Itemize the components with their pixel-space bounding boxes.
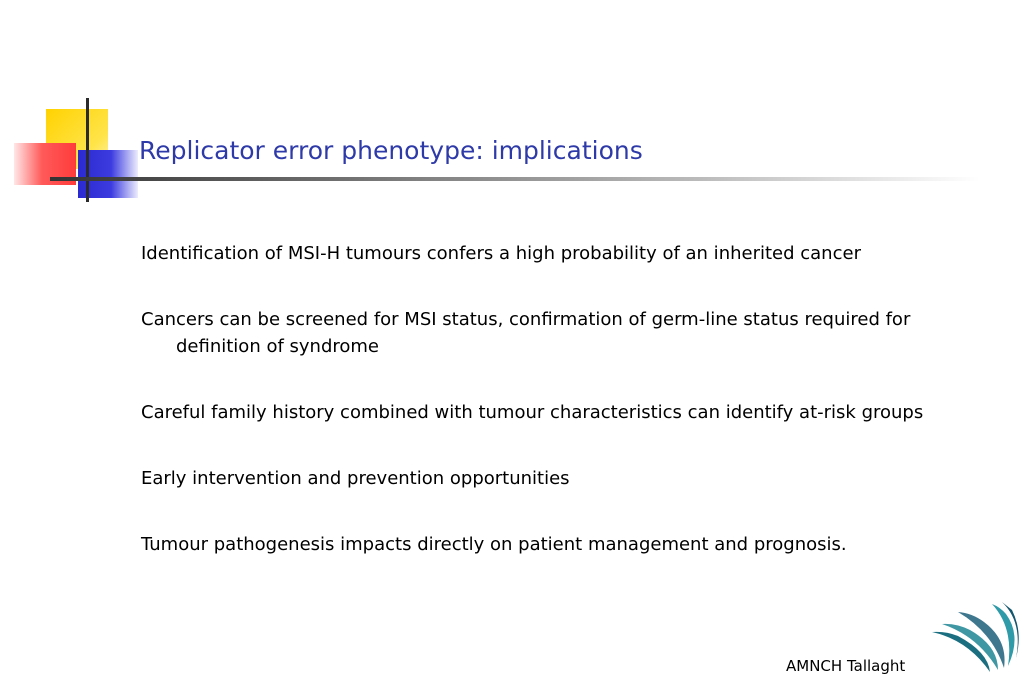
- bullet-list: [141, 240, 981, 597]
- bullet-item: Identification of MSI-H tumours confers a high probability of an inherited cancer: [141, 243, 861, 264]
- slide-title: Replicator error phenotype: implications: [139, 136, 643, 165]
- wave-logo-icon: [928, 602, 1023, 682]
- bullet-item: Early intervention and prevention opportunities: [141, 468, 570, 489]
- footer-text: AMNCH Tallaght: [786, 657, 906, 675]
- bullet-item: Cancers can be screened for MSI status, confirmation of germ-line status required for definition of syndrome: [141, 309, 911, 357]
- bullet-item: Careful family history combined with tumour characteristics can identify at-risk groups: [141, 402, 924, 423]
- vertical-line-decoration: [86, 98, 89, 202]
- bullet-item: Tumour pathogenesis impacts directly on patient management and prognosis.: [141, 534, 847, 555]
- title-underline: [50, 177, 980, 181]
